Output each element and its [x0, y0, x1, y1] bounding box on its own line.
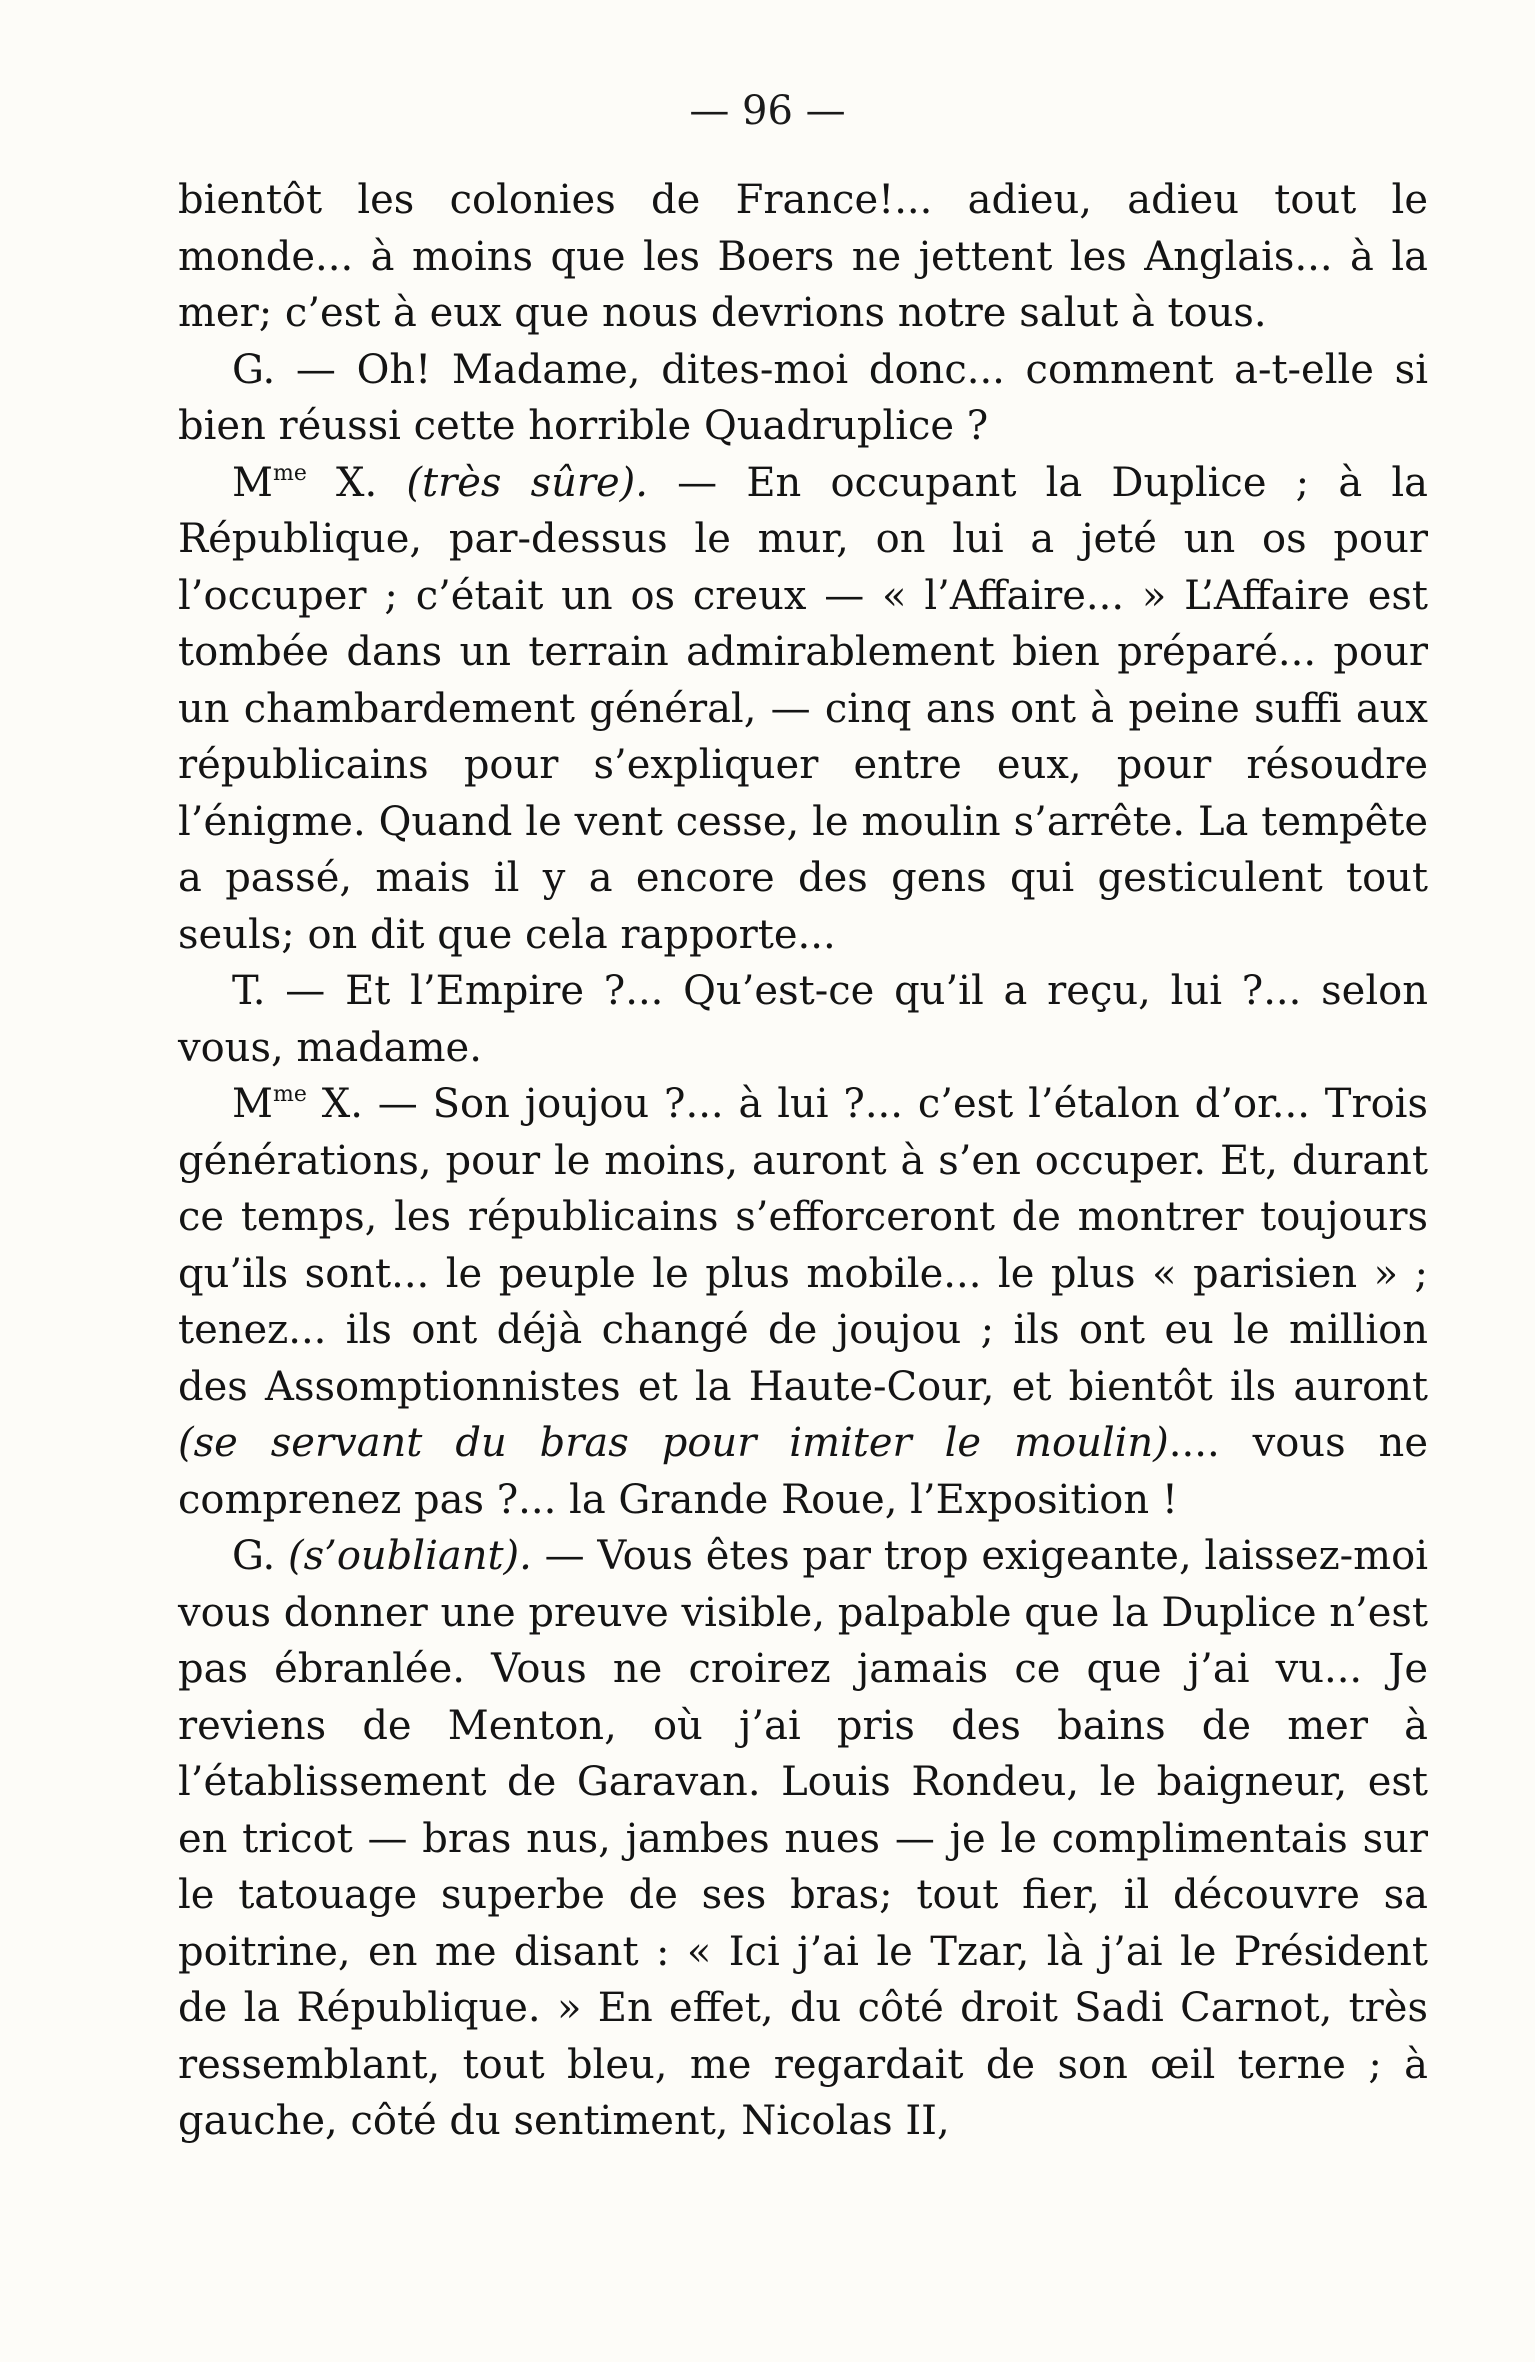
- text-run: X. — Son joujou ?... à lui ?... c’est l’étalon d’or... Trois générations, pour le moins, auront à s’en occuper. Et, durant ce temps, les républicains s’efforceront de montrer toujours qu’ils sont... le peuple le plus mobile... le plus « parisien » ; tenez... ils ont déjà changé de joujou ; ils ont eu le million des Assomptionnistes et la Haute-Cour, et bientôt ils auront: [178, 1081, 1428, 1410]
- text-run: G. — Oh! Madame, dites-moi donc... comment a-t-elle si bien réussi cette horrible Quadruplice ?: [178, 346, 1428, 449]
- stage-direction: (se servant du bras pour imiter le moulin): [178, 1420, 1169, 1466]
- paragraph: [178, 172, 1428, 342]
- text-run: G.: [232, 1533, 288, 1579]
- stage-direction: (très sûre).: [406, 459, 648, 506]
- body-text: [178, 172, 1428, 2150]
- text-run: .... vous ne comprenez pas ?... la Grande Roue, l’Exposition !: [178, 1420, 1428, 1523]
- paragraph: [178, 455, 1428, 964]
- text-run: — Vous êtes par trop exigeante, laissez-moi vous donner une preuve visible, palpable que la Duplice n’est pas ébranlée. Vous ne croirez jamais ce que j’ai vu... Je reviens de Menton, où j’ai pris des bains de mer à l’établissement de Garavan. Louis Rondeu, le baigneur, est en tricot — bras nus, jambes nues — je le complimentais sur le tatouage superbe de ses bras; tout fier, il découvre sa poitrine, en me disant : « Ici j’ai le Tzar, là j’ai le Président de la République. » En effet, du côté droit Sadi Carnot, très ressemblant, tout bleu, me regardait de son œil terne ; à gauche, côté du sentiment, Nicolas II,: [178, 1533, 1428, 2144]
- text-run: T. — Et l’Empire ?... Qu’est-ce qu’il a reçu, lui ?... selon vous, madame.: [178, 968, 1428, 1071]
- superscript: me: [272, 460, 307, 486]
- paragraph: [178, 1076, 1428, 1528]
- text-run: M: [232, 459, 273, 506]
- stage-direction: (s’oubliant).: [287, 1533, 532, 1579]
- paragraph: [178, 1528, 1428, 2150]
- paragraph: [178, 342, 1428, 455]
- text-run: bientôt les colonies de France!... adieu, adieu tout le monde... à moins que les Boers ne jettent les Anglais... à la mer; c’est à eux que nous devrions notre salut à tous.: [178, 177, 1428, 336]
- superscript: me: [272, 1082, 307, 1107]
- text-run: X.: [306, 459, 407, 506]
- page-number: — 96 —: [689, 88, 846, 134]
- paragraph: [178, 963, 1428, 1076]
- text-run: M: [232, 1081, 273, 1127]
- text-run: — En occupant la Duplice ; à la République, par-dessus le mur, on lui a jeté un os pour l’occuper ; c’était un os creux — « l’Affaire... » L’Affaire est tombée dans un terrain admirablement bien préparé... pour un chambardement général, — cinq ans ont à peine suffi aux républicains pour s’expliquer entre eux, pour résoudre l’énigme. Quand le vent cesse, le moulin s’arrête. La tempête a passé, mais il y a encore des gens qui gesticulent tout seuls; on dit que cela rapporte...: [178, 459, 1428, 958]
